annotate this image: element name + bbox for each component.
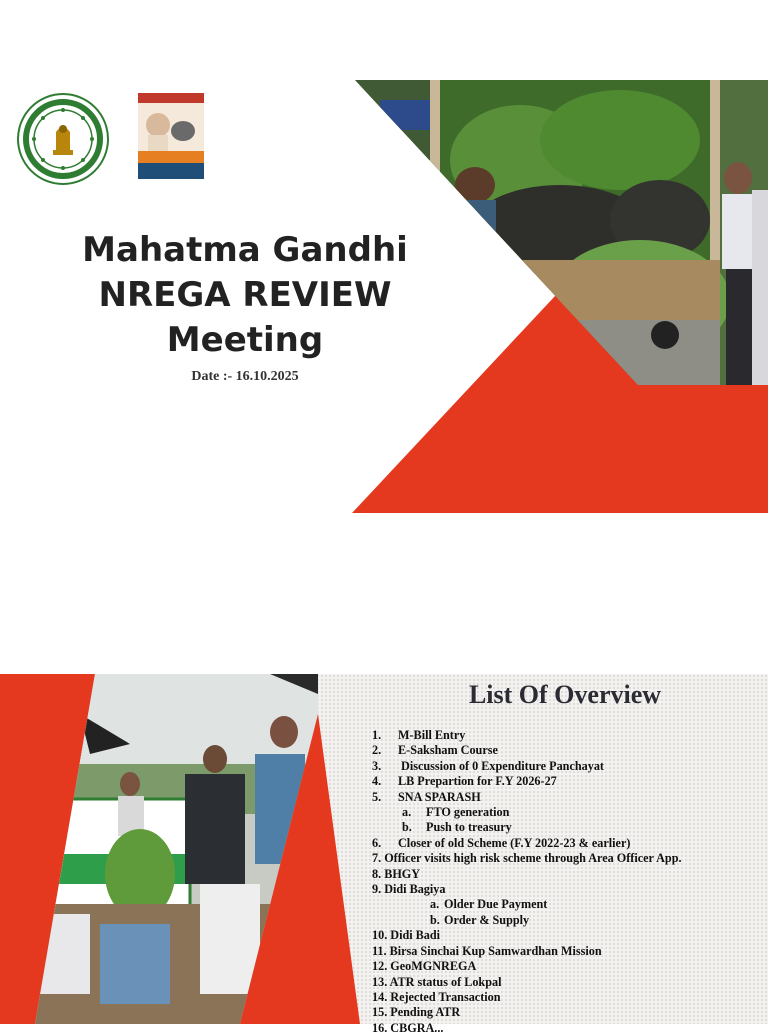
list-item: 12. GeoMGNREGA (372, 959, 477, 974)
list-item: 16. CBGRA... (372, 1020, 444, 1035)
overview-list (372, 728, 768, 1036)
list-item: 14. Rejected Transaction (372, 989, 501, 1004)
list-item: 7. Officer visits high risk scheme through Area Officer App. (372, 851, 682, 866)
slide-title (40, 228, 450, 363)
overview-title: List Of Overview (468, 680, 662, 709)
list-subitem: b. Order & Supply (430, 912, 530, 927)
list-item: 3. Discussion of 0 Expenditure Panchayat (372, 758, 604, 773)
list-item: 10. Didi Badi (372, 928, 441, 943)
list-item: 9. Didi Bagiya (372, 882, 446, 897)
title-slide (0, 80, 768, 513)
list-item: 6. Closer of old Scheme (F.Y 2022-23 & earlier) (372, 835, 631, 850)
list-item: 15. Pending ATR (372, 1005, 461, 1020)
list-item: 13. ATR status of Lokpal (372, 974, 502, 989)
overview-slide (0, 674, 768, 1035)
list-item: 2. E-Saksham Course (372, 743, 498, 758)
list-item: 8. BHGY (372, 866, 421, 881)
list-item: 1. M-Bill Entry (372, 728, 466, 742)
title-line-2: NREGA REVIEW (98, 275, 392, 315)
title-line-3: Meeting (166, 320, 324, 360)
meeting-date: Date :- 16.10.2025 (191, 369, 299, 384)
list-item: 4. LB Prepartion for F.Y 2026-27 (372, 774, 557, 789)
list-subitem: a. Older Due Payment (430, 897, 548, 912)
list-item: 5. SNA SPARASH (372, 789, 481, 804)
nrega-logo-icon (138, 93, 204, 179)
list-item: 11. Birsa Sinchai Kup Samwardhan Mission (372, 943, 602, 958)
jharkhand-emblem-icon (16, 92, 110, 186)
list-subitem: a. FTO generation (402, 805, 510, 820)
list-subitem: b. Push to treasury (402, 820, 512, 835)
title-line-1: Mahatma Gandhi (82, 230, 408, 270)
